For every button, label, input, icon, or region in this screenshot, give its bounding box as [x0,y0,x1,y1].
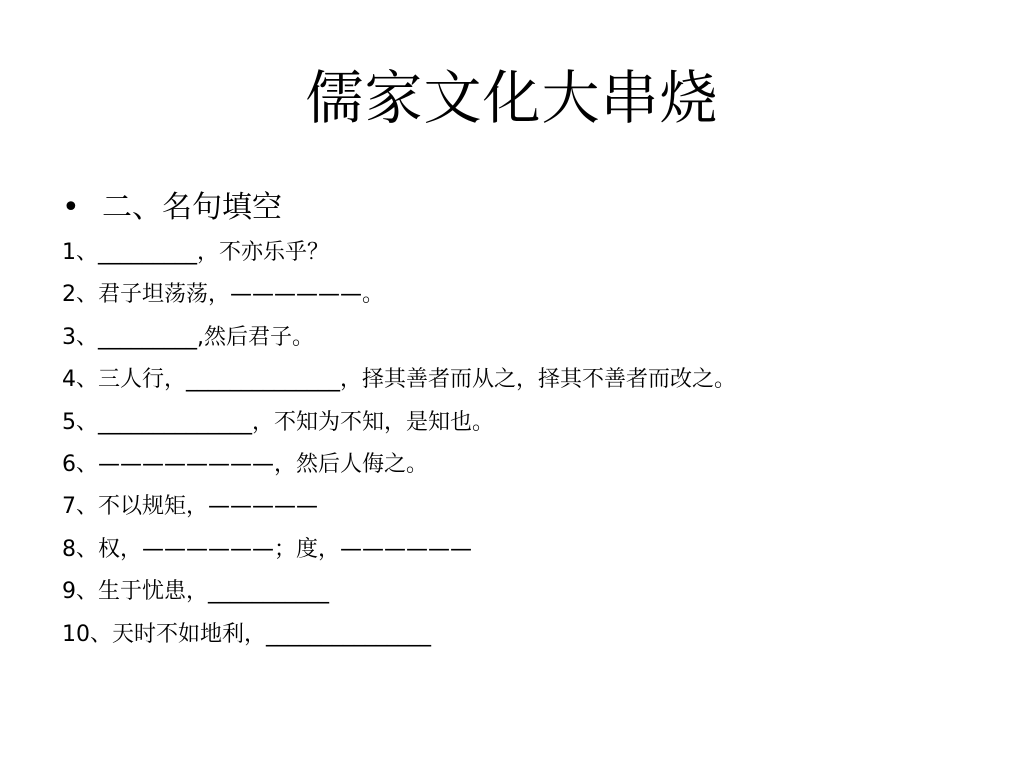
slide-title: 儒家文化大串烧 [305,64,719,132]
list-item: 5、______________，不知为不知，是知也。 [62,409,494,435]
list-item: 2、君子坦荡荡，——————。 [62,282,384,308]
fill-in-list [62,232,736,656]
list-item: 1、_________，不亦乐乎？ [62,240,329,265]
list-item: 6、————————，然后人侮之。 [62,451,428,477]
section-heading-text: 二、名句填空 [102,190,282,225]
list-item: 7、不以规矩，————— [62,494,318,520]
list-item: 10、天时不如地利，_______________ [62,621,431,647]
list-item: 9、生于忧患，___________ [62,579,329,605]
list-item: 8、权，——————；度，—————— [62,536,472,562]
section-heading [62,186,282,230]
bullet-icon: • [62,190,80,225]
list-item: 3、_________,然后君子。 [62,324,314,350]
list-item: 4、三人行，______________，择其善者而从之，择其不善者而改之。 [62,367,736,393]
